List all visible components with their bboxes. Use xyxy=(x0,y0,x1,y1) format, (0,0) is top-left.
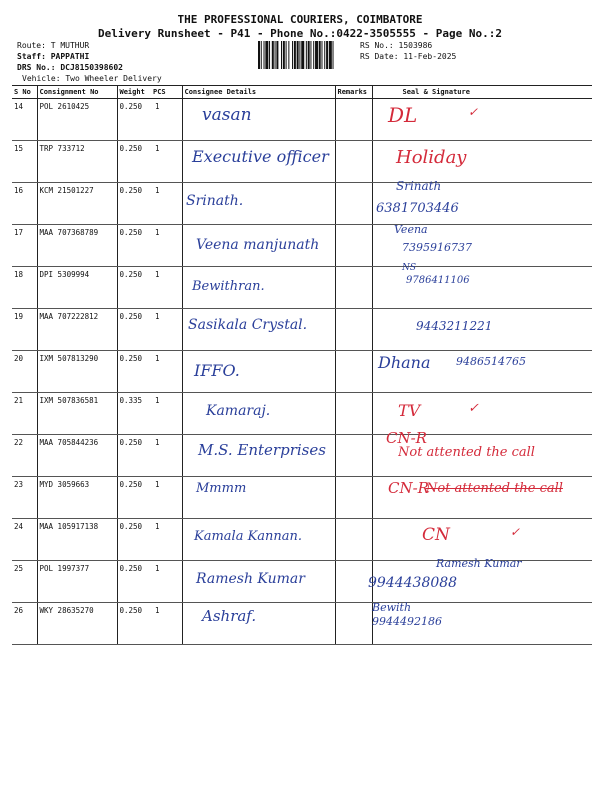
weight-cell: 0.250 xyxy=(117,519,151,561)
weight-cell: 0.250 xyxy=(117,99,151,141)
phone-handwriting: ✓ xyxy=(510,524,521,539)
barcode-bar xyxy=(306,41,307,69)
table-row xyxy=(12,309,592,351)
sno-cell: 15 xyxy=(12,141,37,183)
sno-cell: 25 xyxy=(12,561,37,603)
phone-handwriting: 9443211221 xyxy=(416,318,493,333)
signature-handwriting: CN xyxy=(422,524,450,545)
signature-handwriting: Bewith xyxy=(372,600,412,614)
barcode-bar xyxy=(283,41,285,69)
sno-cell: 18 xyxy=(12,267,37,309)
consignment-cell: DPI 5309994 xyxy=(37,267,117,309)
seal-cell xyxy=(372,183,592,225)
drs-number xyxy=(17,63,123,73)
barcode-bar xyxy=(329,41,332,69)
barcode-bar xyxy=(313,41,314,69)
weight-cell: 0.250 xyxy=(117,435,151,477)
seal-cell xyxy=(372,222,592,267)
consignee-handwriting: Mmmm xyxy=(196,480,247,496)
table-row xyxy=(12,393,592,435)
consignee-handwriting: Sasikala Crystal. xyxy=(188,316,308,333)
remarks-cell xyxy=(335,477,372,519)
seal-cell xyxy=(372,267,592,309)
barcode-bar xyxy=(275,41,276,69)
seal-cell xyxy=(372,351,592,393)
drs-caption: DRS No.: xyxy=(17,63,56,72)
sno-cell: 20 xyxy=(12,351,37,393)
remarks-cell xyxy=(335,519,372,561)
pcs-cell: 1 xyxy=(151,183,182,225)
consignee-handwriting: vasan xyxy=(202,104,252,125)
pcs-cell: 1 xyxy=(151,435,182,477)
pcs-cell: 1 xyxy=(151,225,182,267)
pcs-cell: 1 xyxy=(151,267,182,309)
seal-cell xyxy=(372,600,592,645)
sno-cell: 16 xyxy=(12,183,37,225)
barcode-bar xyxy=(261,41,262,69)
barcode xyxy=(258,41,350,69)
table-row xyxy=(12,99,592,141)
col-consignee: Consignee Details xyxy=(182,86,335,99)
weight-cell: 0.250 xyxy=(117,477,151,519)
consignee-handwriting: Executive officer xyxy=(192,146,329,166)
signature-handwriting: Holiday xyxy=(396,146,467,168)
seal-cell xyxy=(372,309,592,351)
table-row xyxy=(12,351,592,393)
remarks-cell xyxy=(335,183,372,225)
barcode-bar xyxy=(299,41,300,69)
seal-cell xyxy=(372,393,592,435)
pcs-cell: 1 xyxy=(151,519,182,561)
seal-cell xyxy=(372,435,592,477)
remarks-cell xyxy=(335,351,372,393)
signature-handwriting: Dhana xyxy=(378,352,431,372)
remarks-cell xyxy=(335,141,372,183)
remarks-cell xyxy=(335,267,372,309)
barcode-bar xyxy=(286,41,287,69)
consignment-cell: MAA 707222812 xyxy=(37,309,117,351)
barcode-bar xyxy=(276,41,278,69)
remarks-cell xyxy=(335,309,372,351)
seal-cell xyxy=(372,477,592,519)
weight-cell: 0.250 xyxy=(117,603,151,645)
route-label: Route: T MUTHUR xyxy=(17,41,90,50)
barcode-bar xyxy=(315,41,318,69)
barcode-bar xyxy=(294,41,296,69)
consignment-cell: TRP 733712 xyxy=(37,141,117,183)
weight-cell: 0.250 xyxy=(117,183,151,225)
table-row xyxy=(12,267,592,309)
signature-handwriting: CN-R xyxy=(388,478,429,497)
staff-caption: Staff: xyxy=(17,52,46,61)
barcode-bar xyxy=(258,41,260,69)
weight-cell: 0.250 xyxy=(117,351,151,393)
consignment-cell: POL 2610425 xyxy=(37,99,117,141)
barcode-bar xyxy=(297,41,299,69)
phone-handwriting: 6381703446 xyxy=(376,200,459,216)
signature-handwriting: DL xyxy=(388,102,418,127)
col-seal xyxy=(372,86,592,99)
runsheet-table xyxy=(12,85,592,645)
pcs-cell: 1 xyxy=(151,351,182,393)
signature-handwriting: TV xyxy=(398,400,421,420)
remarks-cell xyxy=(335,435,372,477)
col-weight: Weight xyxy=(117,86,151,99)
remark-handwriting: Not attented the call xyxy=(398,444,535,460)
consignee-cell xyxy=(182,99,335,141)
consignee-handwriting: Kamaraj. xyxy=(206,402,271,419)
consignment-cell: KCM 21501227 xyxy=(37,183,117,225)
staff-value: PAPPATHI xyxy=(50,52,90,61)
consignment-cell: MAA 705844236 xyxy=(37,435,117,477)
consignment-cell: POL 1997377 xyxy=(37,561,117,603)
barcode-bar xyxy=(308,41,310,69)
consignment-cell: IXM 507813290 xyxy=(37,351,117,393)
table-header-row xyxy=(12,86,592,99)
company-title: THE PROFESSIONAL COURIERS, COIMBATORE xyxy=(177,13,423,26)
seal-cell xyxy=(372,519,592,561)
consignee-cell xyxy=(182,141,335,183)
weight-cell: 0.250 xyxy=(117,561,151,603)
phone-handwriting: 9944438088 xyxy=(368,574,458,591)
barcode-bar xyxy=(301,41,304,69)
pcs-cell: 1 xyxy=(151,477,182,519)
consignment-cell: MAA 707368789 xyxy=(37,225,117,267)
consignment-cell: MYD 3059663 xyxy=(37,477,117,519)
consignee-cell xyxy=(182,351,335,393)
weight-cell: 0.250 xyxy=(117,141,151,183)
consignee-cell xyxy=(182,225,335,267)
consignee-cell xyxy=(182,519,335,561)
consignee-handwriting: Ramesh Kumar xyxy=(196,570,305,587)
phone-handwriting: 9486514765 xyxy=(456,354,526,368)
phone-handwriting: ✓ xyxy=(468,400,479,416)
pcs-cell: 1 xyxy=(151,99,182,141)
table-row xyxy=(12,225,592,267)
weight-cell: 0.335 xyxy=(117,393,151,435)
table-row xyxy=(12,603,592,645)
consignee-handwriting: M.S. Enterprises xyxy=(198,440,326,459)
signature-handwriting: Srinath xyxy=(396,178,442,193)
rs-date: RS Date: 11-Feb-2025 xyxy=(360,52,457,61)
weight-cell: 0.250 xyxy=(117,267,151,309)
table-row xyxy=(12,561,592,603)
rs-number: RS No.: 1503986 xyxy=(360,41,433,50)
consignee-cell xyxy=(182,603,335,645)
signature-handwriting: Ramesh Kumar xyxy=(436,556,522,570)
sno-cell: 21 xyxy=(12,393,37,435)
signature-handwriting: CN-R xyxy=(386,428,427,447)
weight-cell: 0.250 xyxy=(117,225,151,267)
consignee-cell xyxy=(182,183,335,225)
barcode-bar xyxy=(272,41,274,69)
signature-handwriting: Veena xyxy=(394,222,428,236)
consignee-handwriting: IFFO. xyxy=(194,360,240,380)
barcode-bar xyxy=(321,41,322,69)
consignee-cell xyxy=(182,267,335,309)
sno-cell: 19 xyxy=(12,309,37,351)
phone-handwriting: ✓ xyxy=(468,104,479,119)
seal-cell xyxy=(372,99,592,141)
runsheet-subtitle: Delivery Runsheet - P41 - Phone No.:0422-3505555 - Page No.:2 xyxy=(98,27,502,40)
barcode-bar xyxy=(292,41,293,69)
pcs-cell: 1 xyxy=(151,141,182,183)
consignment-cell: IXM 507836581 xyxy=(37,393,117,435)
pcs-cell: 1 xyxy=(151,393,182,435)
sno-cell: 17 xyxy=(12,225,37,267)
table-row xyxy=(12,141,592,183)
remark-handwriting: Not attented the call xyxy=(426,480,563,496)
barcode-bar xyxy=(288,41,289,69)
vehicle-label: Vehicle: Two Wheeler Delivery xyxy=(22,74,162,83)
consignee-cell xyxy=(182,393,335,435)
remarks-cell xyxy=(335,225,372,267)
consignment-cell: WKY 28635270 xyxy=(37,603,117,645)
barcode-bar xyxy=(265,41,268,69)
table-row xyxy=(12,435,592,477)
consignee-cell xyxy=(182,561,335,603)
signature-handwriting: NS xyxy=(402,262,417,273)
barcode-bar xyxy=(324,41,325,69)
consignee-cell xyxy=(182,435,335,477)
table-row xyxy=(12,519,592,561)
col-remarks: Remarks xyxy=(335,86,372,99)
consignee-cell xyxy=(182,309,335,351)
remarks-cell xyxy=(335,393,372,435)
consignee-handwriting: Bewithran. xyxy=(192,278,265,294)
pcs-cell: 1 xyxy=(151,561,182,603)
pcs-cell: 1 xyxy=(151,603,182,645)
barcode-bar xyxy=(264,41,265,69)
sno-cell: 14 xyxy=(12,99,37,141)
consignee-cell xyxy=(182,477,335,519)
consignee-handwriting: Ashraf. xyxy=(202,606,257,625)
consignee-handwriting: Srinath. xyxy=(186,192,244,209)
col-pcs: PCS xyxy=(151,86,182,99)
sno-cell: 22 xyxy=(12,435,37,477)
phone-handwriting: 9786411106 xyxy=(406,274,470,286)
staff-label xyxy=(17,52,89,62)
sno-cell: 24 xyxy=(12,519,37,561)
remarks-cell xyxy=(335,561,372,603)
remarks-cell xyxy=(335,99,372,141)
consignee-handwriting: Kamala Kannan. xyxy=(194,528,303,544)
barcode-bar xyxy=(310,41,311,69)
seal-cell xyxy=(372,141,592,183)
col-sno: S No xyxy=(12,86,37,99)
barcode-bar xyxy=(326,41,328,69)
sno-cell: 26 xyxy=(12,603,37,645)
barcode-bar xyxy=(333,41,334,69)
col-seal-label: Seal & Signature xyxy=(402,88,470,96)
weight-cell: 0.250 xyxy=(117,309,151,351)
barcode-bar xyxy=(281,41,282,69)
seal-cell xyxy=(372,561,592,603)
table-row xyxy=(12,477,592,519)
phone-handwriting: 9944492186 xyxy=(372,614,442,628)
pcs-cell: 1 xyxy=(151,309,182,351)
barcode-bar xyxy=(319,41,321,69)
table-row xyxy=(12,183,592,225)
consignee-handwriting: Veena manjunath xyxy=(196,236,320,253)
phone-handwriting: 7395916737 xyxy=(402,240,472,254)
remarks-cell xyxy=(335,603,372,645)
drs-value: DCJ8150398602 xyxy=(60,63,123,72)
barcode-bar xyxy=(269,41,270,69)
sno-cell: 23 xyxy=(12,477,37,519)
consignment-cell: MAA 105917138 xyxy=(37,519,117,561)
col-consignment: Consignment No xyxy=(37,86,117,99)
